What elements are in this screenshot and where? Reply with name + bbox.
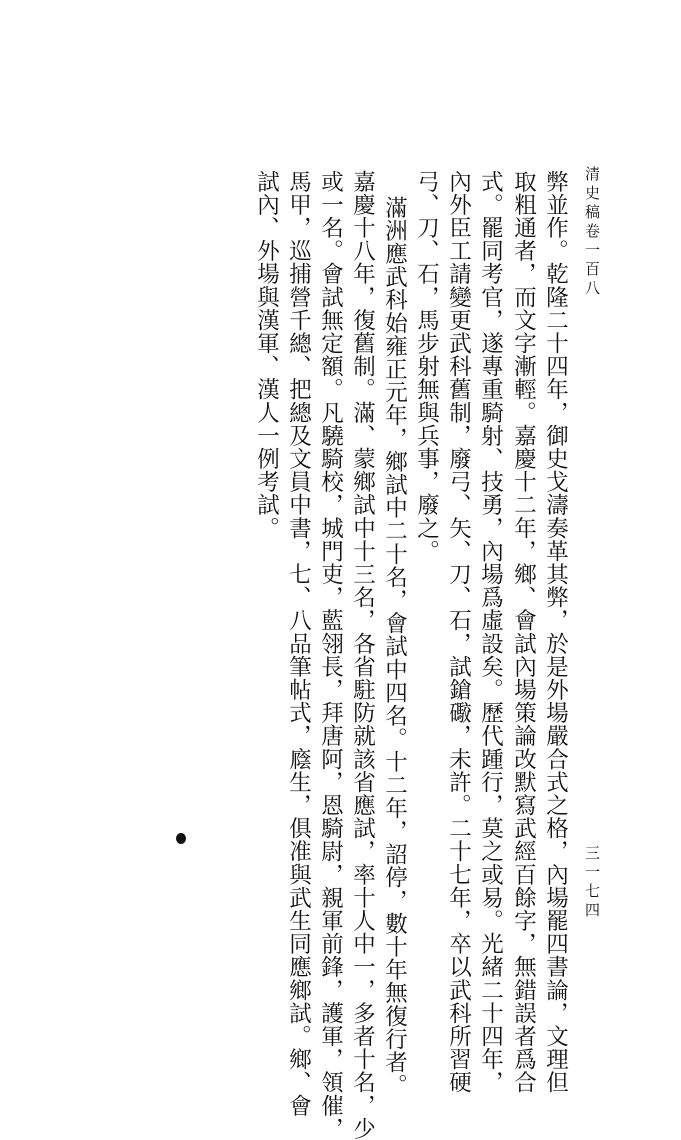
text-column-7: 嘉慶十八年，復舊制。滿、蒙鄉試中十三名，各省駐防就該省應試，率十人中一，多者十名，少 [349, 170, 376, 1140]
text-column-2: 取粗通者，而文字漸輕。嘉慶十二年，鄉、會試內場策論改默寫武經百餘字，無錯誤者爲合 [510, 170, 537, 1094]
text-column-3: 式。罷同考官，遂專重騎射、技勇，內場爲虛設矣。歷代踵行，莫之或易。光緒二十四年， [477, 170, 504, 1094]
text-column-8: 或一名。會試無定額。凡驍騎校，城門吏，藍翎長，拜唐阿，恩騎尉，親軍前鋒，護軍，領催， [317, 170, 344, 1140]
text-column-4: 內外臣工請變更武科舊制，廢弓、矢、刀、石，試鎗礮，未許。二十七年，卒以武科所習硬 [445, 170, 472, 1094]
page-number: 三一七四 [583, 845, 601, 921]
text-column-1: 弊並作。乾隆二十四年，御史戈濤奏革其弊，於是外場嚴合式之格，內場罷四書論，文理但 [542, 170, 569, 1094]
text-column-9: 馬甲，巡捕營千總、把總及文員中書，七、八品筆帖式，廕生，俱准與武生同應鄉試。鄉、會 [285, 170, 312, 1118]
running-title: 清史稿卷一百八 [583, 166, 601, 299]
ink-spot [176, 833, 186, 844]
text-column-5: 弓、刀、石，馬步射無與兵事，廢之。 [413, 170, 440, 563]
text-column-6: 滿洲應武科始雍正元年，鄉試中二十名，會試中四名。十二年，詔停，數十年無復行者。 [381, 196, 408, 1097]
text-column-10: 試內、外場與漢軍、漢人一例考試。 [253, 170, 280, 540]
